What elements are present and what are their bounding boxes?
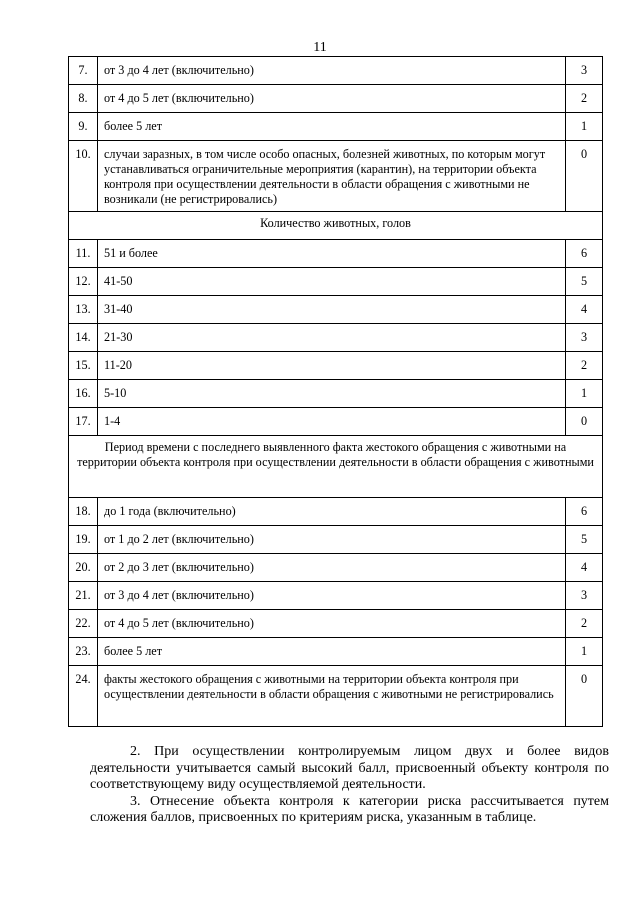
score-value: 3 bbox=[566, 57, 603, 85]
table-row bbox=[69, 324, 603, 352]
page-number: 11 bbox=[313, 40, 327, 55]
score-value: 2 bbox=[566, 85, 603, 113]
score-value: 0 bbox=[566, 408, 603, 436]
score-value: 4 bbox=[566, 296, 603, 324]
row-number: 8. bbox=[69, 85, 98, 113]
score-value: 3 bbox=[566, 582, 603, 610]
table-row bbox=[69, 408, 603, 436]
score-value: 6 bbox=[566, 240, 603, 268]
table-row bbox=[69, 85, 603, 113]
table-row bbox=[69, 57, 603, 85]
table-row bbox=[69, 268, 603, 296]
table-row bbox=[69, 380, 603, 408]
criterion-text: от 2 до 3 лет (включительно) bbox=[98, 554, 566, 582]
row-number: 19. bbox=[69, 526, 98, 554]
criterion-text: от 3 до 4 лет (включительно) bbox=[98, 582, 566, 610]
score-value: 5 bbox=[566, 268, 603, 296]
score-value: 0 bbox=[566, 141, 603, 212]
table-row bbox=[69, 666, 603, 727]
criterion-text: 41-50 bbox=[98, 268, 566, 296]
row-number: 22. bbox=[69, 610, 98, 638]
table-row bbox=[69, 526, 603, 554]
row-number: 11. bbox=[69, 240, 98, 268]
section-title: Период времени с последнего выявленного факта жестокого обращения с животными на территории объекта контроля при осуществлении деятельности в области обращения с животными bbox=[69, 436, 603, 498]
criterion-text: до 1 года (включительно) bbox=[98, 498, 566, 526]
row-number: 9. bbox=[69, 113, 98, 141]
criterion-text: 31-40 bbox=[98, 296, 566, 324]
criterion-text: 5-10 bbox=[98, 380, 566, 408]
table-row bbox=[69, 141, 603, 212]
table-row bbox=[69, 554, 603, 582]
row-number: 24. bbox=[69, 666, 98, 727]
section-title: Количество животных, голов bbox=[69, 212, 603, 240]
row-number: 17. bbox=[69, 408, 98, 436]
table-row bbox=[69, 638, 603, 666]
criterion-text: 21-30 bbox=[98, 324, 566, 352]
row-number: 18. bbox=[69, 498, 98, 526]
table-row bbox=[69, 240, 603, 268]
table-row bbox=[69, 498, 603, 526]
row-number: 20. bbox=[69, 554, 98, 582]
score-value: 3 bbox=[566, 324, 603, 352]
row-number: 23. bbox=[69, 638, 98, 666]
row-number: 13. bbox=[69, 296, 98, 324]
table-row bbox=[69, 296, 603, 324]
section-header-row bbox=[69, 436, 603, 498]
criterion-text: более 5 лет bbox=[98, 113, 566, 141]
criterion-text: более 5 лет bbox=[98, 638, 566, 666]
criterion-text: 51 и более bbox=[98, 240, 566, 268]
score-value: 1 bbox=[566, 380, 603, 408]
body-text bbox=[90, 744, 609, 827]
criterion-text: от 4 до 5 лет (включительно) bbox=[98, 85, 566, 113]
criterion-text: случаи заразных, в том числе особо опасных, болезней животных, по которым могут устанавливаться ограничительные мероприятия (карантин), на территории объекта контроля при осуществлении деятельности в области обращения с животными не возникали (не регистрировались) bbox=[98, 141, 566, 212]
table-row bbox=[69, 610, 603, 638]
paragraph: 3. Отнесение объекта контроля к категории риска рассчитывается путем сложения баллов, присвоенных по критериям риска, указанным в таблице. bbox=[90, 793, 609, 825]
paragraph: 2. При осуществлении контролируемым лицом двух и более видов деятельности учитывается самый высокий балл, присвоенный объекту контроля по соответствующему виду осуществляемой деятельности. bbox=[90, 744, 609, 792]
criterion-text: от 4 до 5 лет (включительно) bbox=[98, 610, 566, 638]
row-number: 7. bbox=[69, 57, 98, 85]
table-row bbox=[69, 582, 603, 610]
row-number: 16. bbox=[69, 380, 98, 408]
row-number: 15. bbox=[69, 352, 98, 380]
score-value: 1 bbox=[566, 113, 603, 141]
risk-criteria-table bbox=[68, 56, 603, 727]
table-row bbox=[69, 352, 603, 380]
row-number: 21. bbox=[69, 582, 98, 610]
criterion-text: от 1 до 2 лет (включительно) bbox=[98, 526, 566, 554]
criterion-text: 11-20 bbox=[98, 352, 566, 380]
score-value: 1 bbox=[566, 638, 603, 666]
score-value: 4 bbox=[566, 554, 603, 582]
score-value: 6 bbox=[566, 498, 603, 526]
score-value: 5 bbox=[566, 526, 603, 554]
row-number: 12. bbox=[69, 268, 98, 296]
criterion-text: 1-4 bbox=[98, 408, 566, 436]
row-number: 10. bbox=[69, 141, 98, 212]
score-value: 2 bbox=[566, 352, 603, 380]
score-value: 2 bbox=[566, 610, 603, 638]
criterion-text: от 3 до 4 лет (включительно) bbox=[98, 57, 566, 85]
score-value: 0 bbox=[566, 666, 603, 727]
criterion-text: факты жестокого обращения с животными на территории объекта контроля при осуществлении деятельности в области обращения с животными не регистрировались bbox=[98, 666, 566, 727]
section-header-row bbox=[69, 212, 603, 240]
row-number: 14. bbox=[69, 324, 98, 352]
table-row bbox=[69, 113, 603, 141]
